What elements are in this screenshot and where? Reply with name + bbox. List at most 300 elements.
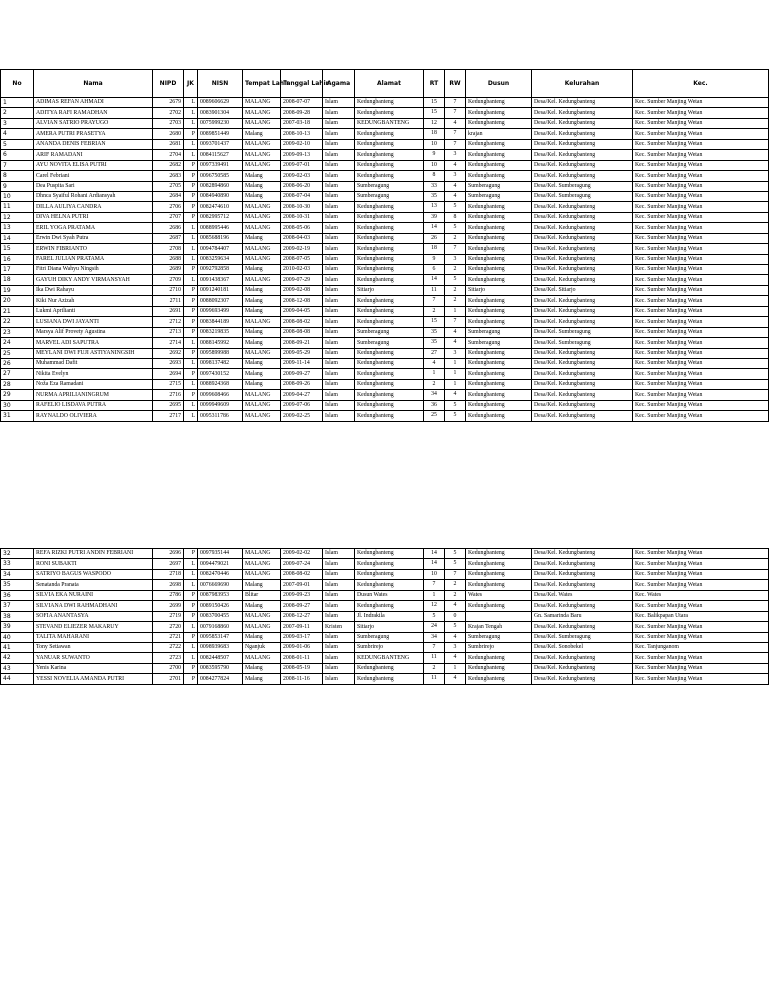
cell-dusun: Kedungbanteng	[466, 348, 532, 358]
cell-dusun: Kedungbanteng	[466, 223, 532, 233]
cell-nisn: 0098137482	[198, 358, 243, 368]
cell-jk: P	[184, 181, 198, 191]
cell-alamat: Kedungbanteng	[355, 358, 424, 368]
cell-nipd: 2692	[153, 348, 184, 358]
cell-tanggal-lahir: 2008-11-16	[281, 674, 323, 684]
cell-jk: L	[184, 223, 198, 233]
cell-nisn: 0082470446	[198, 569, 243, 579]
cell-rt: 24	[424, 622, 445, 632]
cell-kelurahan: Desa/Kel. Kedungbanteng	[532, 348, 633, 358]
cell-tanggal-lahir: 2008-09-21	[281, 338, 323, 348]
cell-rt: 33	[424, 181, 445, 191]
cell-rt: 39	[424, 212, 445, 222]
cell-tanggal-lahir: 2008-07-07	[281, 98, 323, 108]
cell-rt: 1	[424, 590, 445, 600]
cell-kelurahan: Gn. Samarinda Baru	[532, 611, 633, 621]
cell-rw: 7	[445, 569, 466, 579]
cell-tempat-lahir: MALANG	[243, 118, 281, 128]
cell-dusun: Sumbrirejo	[466, 642, 532, 652]
cell-dusun: Kedungbanteng	[466, 98, 532, 108]
cell-no: 13	[1, 223, 34, 233]
cell-rt: 11	[424, 674, 445, 684]
cell-dusun: Kedungbanteng	[466, 171, 532, 181]
cell-tempat-lahir: Malang	[243, 379, 281, 389]
cell-alamat: Kedungbanteng	[355, 108, 424, 118]
cell-alamat: Kedungbanteng	[355, 139, 424, 149]
cell-kelurahan: Desa/Kel. Kedungbanteng	[532, 108, 633, 118]
cell-rw: 1	[445, 663, 466, 673]
table-row	[1, 150, 769, 160]
cell-agama: Islam	[323, 129, 355, 139]
cell-kec: Kec. Sumber Manjing Wetan	[633, 98, 769, 108]
cell-tempat-lahir: MALANG	[243, 223, 281, 233]
cell-rt: 15	[424, 108, 445, 118]
cell-rw: 4	[445, 338, 466, 348]
cell-jk: L	[184, 622, 198, 632]
cell-kelurahan: Desa/Kel. Sumberagung	[532, 327, 633, 337]
cell-nama: Fitri Diana Wahyu Ningsih	[34, 265, 153, 275]
cell-nisn: 0083901304	[198, 108, 243, 118]
cell-no: 28	[1, 379, 34, 389]
cell-jk: L	[184, 400, 198, 410]
cell-dusun: Kedungbanteng	[466, 390, 532, 400]
col-header-dusun: Dusun	[466, 70, 532, 98]
cell-rt: 7	[424, 642, 445, 652]
cell-rt: 11	[424, 653, 445, 663]
cell-kelurahan: Desa/Kel. Kedungbanteng	[532, 118, 633, 128]
cell-alamat: Kedungbanteng	[355, 160, 424, 170]
cell-tempat-lahir: MALANG	[243, 202, 281, 212]
cell-dusun: Kedungbanteng	[466, 601, 532, 611]
cell-kec: Kec. Sumber Manjing Wetan	[633, 317, 769, 327]
cell-agama: Islam	[323, 580, 355, 590]
cell-kec: Kec. Wates	[633, 590, 769, 600]
cell-tanggal-lahir: 2007-09-11	[281, 622, 323, 632]
cell-no: 31	[1, 411, 34, 421]
cell-no: 2	[1, 108, 34, 118]
cell-kelurahan: Desa/Kel. Kedungbanteng	[532, 580, 633, 590]
cell-no: 35	[1, 580, 34, 590]
cell-nama: ERWIN FIBRIANTO	[34, 244, 153, 254]
cell-tanggal-lahir: 2008-08-08	[281, 327, 323, 337]
cell-rt: 15	[424, 98, 445, 108]
cell-alamat: Sitiarjo	[355, 622, 424, 632]
table-row	[1, 191, 769, 201]
cell-rt: 12	[424, 118, 445, 128]
cell-rw: 5	[445, 223, 466, 233]
cell-alamat: Sumberagung	[355, 632, 424, 642]
cell-nama: ADITYA RAFI RAMADHAN	[34, 108, 153, 118]
cell-nama: Dea Puspita Sari	[34, 181, 153, 191]
cell-dusun: Kedungbanteng	[466, 559, 532, 569]
cell-kec: Kec. Sumber Manjing Wetan	[633, 254, 769, 264]
cell-nipd: 2709	[153, 275, 184, 285]
cell-rw: 7	[445, 98, 466, 108]
cell-alamat: Kedungbanteng	[355, 549, 424, 559]
cell-jk: L	[184, 139, 198, 149]
cell-kec: Kec. Sumber Manjing Wetan	[633, 139, 769, 149]
cell-kec: Kec. Sumber Manjing Wetan	[633, 171, 769, 181]
cell-nisn: 0083700455	[198, 611, 243, 621]
cell-rt: 9	[424, 150, 445, 160]
cell-no: 17	[1, 265, 34, 275]
cell-jk: P	[184, 632, 198, 642]
cell-jk: P	[184, 390, 198, 400]
cell-rw: 4	[445, 327, 466, 337]
cell-no: 14	[1, 233, 34, 243]
cell-nama: MARVEL ADI SAPUTRA	[34, 338, 153, 348]
cell-dusun: Kedungbanteng	[466, 411, 532, 421]
table-row	[1, 317, 769, 327]
cell-dusun: Kedungbanteng	[466, 296, 532, 306]
cell-rw: 2	[445, 285, 466, 295]
cell-dusun: Kedungbanteng	[466, 653, 532, 663]
cell-nipd: 2711	[153, 296, 184, 306]
cell-nama: ANANDA DENIS FEBRIAN	[34, 139, 153, 149]
cell-kelurahan: Desa/Kel. Sumberagung	[532, 191, 633, 201]
cell-kelurahan: Desa/Kel. Kedungbanteng	[532, 400, 633, 410]
cell-nipd: 2687	[153, 233, 184, 243]
cell-dusun: Kedungbanteng	[466, 569, 532, 579]
cell-kec: Kec. Sumber Manjing Wetan	[633, 265, 769, 275]
cell-rw: 5	[445, 559, 466, 569]
cell-no: 11	[1, 202, 34, 212]
cell-kelurahan: Desa/Kel. Sitiarjo	[532, 285, 633, 295]
cell-dusun: Kedungbanteng	[466, 317, 532, 327]
cell-kec: Kec. Sumber Manjing Wetan	[633, 379, 769, 389]
cell-dusun: Kedungbanteng	[466, 275, 532, 285]
cell-tanggal-lahir: 2008-10-30	[281, 202, 323, 212]
cell-tempat-lahir: MALANG	[243, 254, 281, 264]
cell-agama: Islam	[323, 254, 355, 264]
table-body-page-1	[1, 98, 769, 422]
cell-dusun: Sumberagung	[466, 632, 532, 642]
cell-no: 22	[1, 317, 34, 327]
cell-tanggal-lahir: 2009-09-13	[281, 150, 323, 160]
cell-rw: 5	[445, 400, 466, 410]
cell-agama: Islam	[323, 171, 355, 181]
cell-alamat: Kedungbanteng	[355, 171, 424, 181]
cell-alamat: Sumberagung	[355, 191, 424, 201]
cell-agama: Islam	[323, 674, 355, 684]
cell-nama: Nikita Evelyn	[34, 369, 153, 379]
cell-nisn: 0087983953	[198, 590, 243, 600]
cell-agama: Islam	[323, 212, 355, 222]
cell-tanggal-lahir: 2009-02-08	[281, 285, 323, 295]
cell-jk: L	[184, 559, 198, 569]
cell-rt: 7	[424, 580, 445, 590]
cell-nisn: 0099949609	[198, 400, 243, 410]
cell-agama: Islam	[323, 98, 355, 108]
cell-nisn: 0098939683	[198, 642, 243, 652]
cell-no: 5	[1, 139, 34, 149]
student-table-page-1	[0, 69, 769, 422]
cell-nama: Lukmi Aprilianti	[34, 306, 153, 316]
cell-alamat: Sumberagung	[355, 338, 424, 348]
cell-nama: DIVA HELNA PUTRI	[34, 212, 153, 222]
table-row	[1, 379, 769, 389]
cell-rw: 4	[445, 632, 466, 642]
cell-nipd: 2688	[153, 254, 184, 264]
table-row	[1, 348, 769, 358]
cell-alamat: Kedungbanteng	[355, 150, 424, 160]
cell-rw: 3	[445, 150, 466, 160]
cell-alamat: Kedungbanteng	[355, 400, 424, 410]
cell-kelurahan: Desa/Kel. Kedungbanteng	[532, 549, 633, 559]
cell-kec: Kec. Sumber Manjing Wetan	[633, 580, 769, 590]
cell-kelurahan: Desa/Kel. Kedungbanteng	[532, 653, 633, 663]
cell-tanggal-lahir: 2009-03-17	[281, 632, 323, 642]
cell-alamat: Kedungbanteng	[355, 265, 424, 275]
cell-kec: Kec. Sumber Manjing Wetan	[633, 327, 769, 337]
cell-agama: Islam	[323, 590, 355, 600]
cell-tempat-lahir: Malang	[243, 129, 281, 139]
cell-kec: Kec. Sumber Manjing Wetan	[633, 212, 769, 222]
cell-kec: Kec. Sumber Manjing Wetan	[633, 129, 769, 139]
cell-nama: DILLA AULIYA CANDRA	[34, 202, 153, 212]
cell-tanggal-lahir: 2008-08-02	[281, 569, 323, 579]
cell-alamat: Kedungbanteng	[355, 674, 424, 684]
cell-nipd: 2712	[153, 317, 184, 327]
cell-alamat: Kedungbanteng	[355, 369, 424, 379]
col-header-tanggal-lahir: Tanggal Lahir	[281, 70, 323, 98]
cell-nipd: 2691	[153, 306, 184, 316]
cell-nipd: 2716	[153, 390, 184, 400]
cell-nisn: 0082995712	[198, 212, 243, 222]
cell-kec: Kec. Sumber Manjing Wetan	[633, 549, 769, 559]
cell-nipd: 2684	[153, 191, 184, 201]
cell-dusun: Kedungbanteng	[466, 580, 532, 590]
cell-agama: Islam	[323, 244, 355, 254]
cell-nisn: 0094479021	[198, 559, 243, 569]
cell-nipd: 2723	[153, 653, 184, 663]
cell-kec: Kec. Sumber Manjing Wetan	[633, 223, 769, 233]
cell-nisn: 0089150426	[198, 601, 243, 611]
cell-agama: Islam	[323, 233, 355, 243]
cell-tempat-lahir: Malang	[243, 171, 281, 181]
cell-rw: 3	[445, 254, 466, 264]
col-header-rt: RT	[424, 70, 445, 98]
cell-kelurahan: Desa/Kel. Kedungbanteng	[532, 369, 633, 379]
cell-nama: ADIMAS REFAN AHMADI	[34, 98, 153, 108]
cell-kelurahan: Desa/Kel. Kedungbanteng	[532, 139, 633, 149]
cell-tanggal-lahir: 2009-09-27	[281, 369, 323, 379]
cell-nipd: 2719	[153, 611, 184, 621]
cell-dusun: Sumberagung	[466, 191, 532, 201]
cell-no: 19	[1, 285, 34, 295]
cell-nisn: 0095899988	[198, 348, 243, 358]
cell-kec: Kec. Sumber Manjing Wetan	[633, 411, 769, 421]
cell-alamat: Sumberagung	[355, 181, 424, 191]
cell-agama: Islam	[323, 338, 355, 348]
cell-kelurahan: Desa/Kel. Kedungbanteng	[532, 98, 633, 108]
cell-alamat: Kedungbanteng	[355, 379, 424, 389]
cell-tanggal-lahir: 2008-10-13	[281, 129, 323, 139]
cell-tanggal-lahir: 2008-06-20	[281, 181, 323, 191]
cell-rw: 7	[445, 108, 466, 118]
cell-dusun: Sumberagung	[466, 327, 532, 337]
cell-no: 24	[1, 338, 34, 348]
col-header-rw: RW	[445, 70, 466, 98]
cell-nisn: 0079168860	[198, 622, 243, 632]
cell-rt: 13	[424, 202, 445, 212]
cell-alamat: Kedungbanteng	[355, 411, 424, 421]
cell-alamat: Kedungbanteng	[355, 569, 424, 579]
cell-dusun: Sitiarjo	[466, 285, 532, 295]
table-row	[1, 181, 769, 191]
cell-alamat: Kedungbanteng	[355, 244, 424, 254]
cell-rw: 4	[445, 653, 466, 663]
cell-nisn: 0083595790	[198, 663, 243, 673]
cell-jk: P	[184, 601, 198, 611]
cell-jk: P	[184, 663, 198, 673]
cell-jk: P	[184, 202, 198, 212]
cell-nisn: 0082448507	[198, 653, 243, 663]
cell-rt: 10	[424, 569, 445, 579]
cell-kec: Kec. Sumber Manjing Wetan	[633, 369, 769, 379]
cell-nisn: 0075999230	[198, 118, 243, 128]
col-header-kelurahan: Kelurahan	[532, 70, 633, 98]
cell-tempat-lahir: Malang	[243, 285, 281, 295]
cell-nama: SILVIA EKA NURAINI	[34, 590, 153, 600]
cell-nama: LUSIANA DWI JAYANTI	[34, 317, 153, 327]
cell-tempat-lahir: MALANG	[243, 150, 281, 160]
table-row	[1, 108, 769, 118]
cell-nipd: 2713	[153, 327, 184, 337]
cell-tanggal-lahir: 2009-07-06	[281, 400, 323, 410]
cell-rw: 2	[445, 265, 466, 275]
cell-dusun: Kedungbanteng	[466, 400, 532, 410]
cell-tempat-lahir: Malang	[243, 369, 281, 379]
cell-kelurahan: Desa/Kel. Kedungbanteng	[532, 275, 633, 285]
table-row	[1, 327, 769, 337]
cell-nama: Ika Dwi Rahayu	[34, 285, 153, 295]
cell-nama: NURMA APRILIANINGRUM	[34, 390, 153, 400]
cell-no: 38	[1, 611, 34, 621]
col-header-alamat: Alamat	[355, 70, 424, 98]
cell-rw: 1	[445, 358, 466, 368]
cell-no: 8	[1, 171, 34, 181]
cell-no: 25	[1, 348, 34, 358]
cell-jk: L	[184, 108, 198, 118]
cell-kelurahan: Desa/Kel. Kedungbanteng	[532, 559, 633, 569]
cell-nisn: 0089851449	[198, 129, 243, 139]
cell-agama: Islam	[323, 265, 355, 275]
cell-nipd: 2717	[153, 411, 184, 421]
cell-jk: P	[184, 549, 198, 559]
cell-nama: ALVIAN SATRIO PRAYUGO	[34, 118, 153, 128]
cell-tanggal-lahir: 2008-10-31	[281, 212, 323, 222]
table-row	[1, 580, 769, 590]
cell-rw: 4	[445, 181, 466, 191]
table-row	[1, 369, 769, 379]
cell-no: 32	[1, 549, 34, 559]
cell-tempat-lahir: Malang	[243, 338, 281, 348]
cell-kec: Kec. Sumber Manjing Wetan	[633, 244, 769, 254]
cell-no: 43	[1, 663, 34, 673]
cell-no: 12	[1, 212, 34, 222]
cell-jk: L	[184, 338, 198, 348]
cell-no: 6	[1, 150, 34, 160]
cell-kelurahan: Desa/Kel. Wates	[532, 590, 633, 600]
cell-no: 37	[1, 601, 34, 611]
cell-no: 9	[1, 181, 34, 191]
cell-dusun: Kedungbanteng	[466, 108, 532, 118]
cell-kelurahan: Desa/Kel. Kedungbanteng	[532, 223, 633, 233]
cell-alamat: Kedungbanteng	[355, 601, 424, 611]
table-row	[1, 601, 769, 611]
cell-rt: 4	[424, 358, 445, 368]
cell-kec: Kec. Tanjunganom	[633, 642, 769, 652]
cell-kelurahan: Desa/Kel. Kedungbanteng	[532, 663, 633, 673]
cell-rw: 3	[445, 642, 466, 652]
cell-kec: Kec. Sumber Manjing Wetan	[633, 632, 769, 642]
cell-nisn: 0096750585	[198, 171, 243, 181]
cell-alamat: Kedungbanteng	[355, 223, 424, 233]
cell-tanggal-lahir: 2008-12-27	[281, 611, 323, 621]
cell-nisn: 0091240181	[198, 285, 243, 295]
cell-alamat: Kedungbanteng	[355, 212, 424, 222]
cell-no: 34	[1, 569, 34, 579]
cell-no: 16	[1, 254, 34, 264]
cell-dusun: krajan	[466, 129, 532, 139]
cell-rt: 1	[424, 369, 445, 379]
cell-rw: 3	[445, 171, 466, 181]
col-header-kec: Kec.	[633, 70, 769, 98]
cell-dusun: Kedungbanteng	[466, 265, 532, 275]
cell-nama: MEYLANI DWI FUJI ASTIYANINGSIH	[34, 348, 153, 358]
cell-agama: Islam	[323, 296, 355, 306]
cell-nama: GAYUH DIKY ANDY VIRMANSYAH	[34, 275, 153, 285]
cell-tanggal-lahir: 2009-02-03	[281, 171, 323, 181]
table-row	[1, 674, 769, 684]
cell-rt: 11	[424, 285, 445, 295]
cell-rt: 14	[424, 549, 445, 559]
cell-nama: TALITA MAHARANI	[34, 632, 153, 642]
table-row	[1, 265, 769, 275]
table-row	[1, 202, 769, 212]
cell-dusun: Krajan Tengah	[466, 622, 532, 632]
cell-no: 3	[1, 118, 34, 128]
cell-kelurahan: Desa/Kel. Kedungbanteng	[532, 202, 633, 212]
cell-nipd: 2682	[153, 160, 184, 170]
cell-dusun: Kedungbanteng	[466, 202, 532, 212]
cell-alamat: Kedungbanteng	[355, 559, 424, 569]
cell-agama: Islam	[323, 150, 355, 160]
table-row	[1, 338, 769, 348]
cell-nama: RAYNALDO OLIVIERA	[34, 411, 153, 421]
cell-tempat-lahir: MALANG	[243, 390, 281, 400]
cell-nisn: 0082894860	[198, 181, 243, 191]
cell-jk: P	[184, 590, 198, 600]
cell-nipd: 2786	[153, 590, 184, 600]
cell-nipd: 2681	[153, 139, 184, 149]
cell-rw: 5	[445, 549, 466, 559]
cell-kec: Kec. Sumber Manjing Wetan	[633, 569, 769, 579]
cell-no: 18	[1, 275, 34, 285]
cell-alamat: Dusun Wates	[355, 590, 424, 600]
cell-rt: 8	[424, 171, 445, 181]
cell-no: 44	[1, 674, 34, 684]
cell-nisn: 0097935144	[198, 549, 243, 559]
cell-tempat-lahir: Nganjuk	[243, 642, 281, 652]
cell-no: 15	[1, 244, 34, 254]
cell-agama: Kristen	[323, 622, 355, 632]
cell-jk: P	[184, 611, 198, 621]
cell-rw: 2	[445, 580, 466, 590]
cell-kec: Kec. Sumber Manjing Wetan	[633, 559, 769, 569]
cell-alamat: Kedungbanteng	[355, 663, 424, 673]
